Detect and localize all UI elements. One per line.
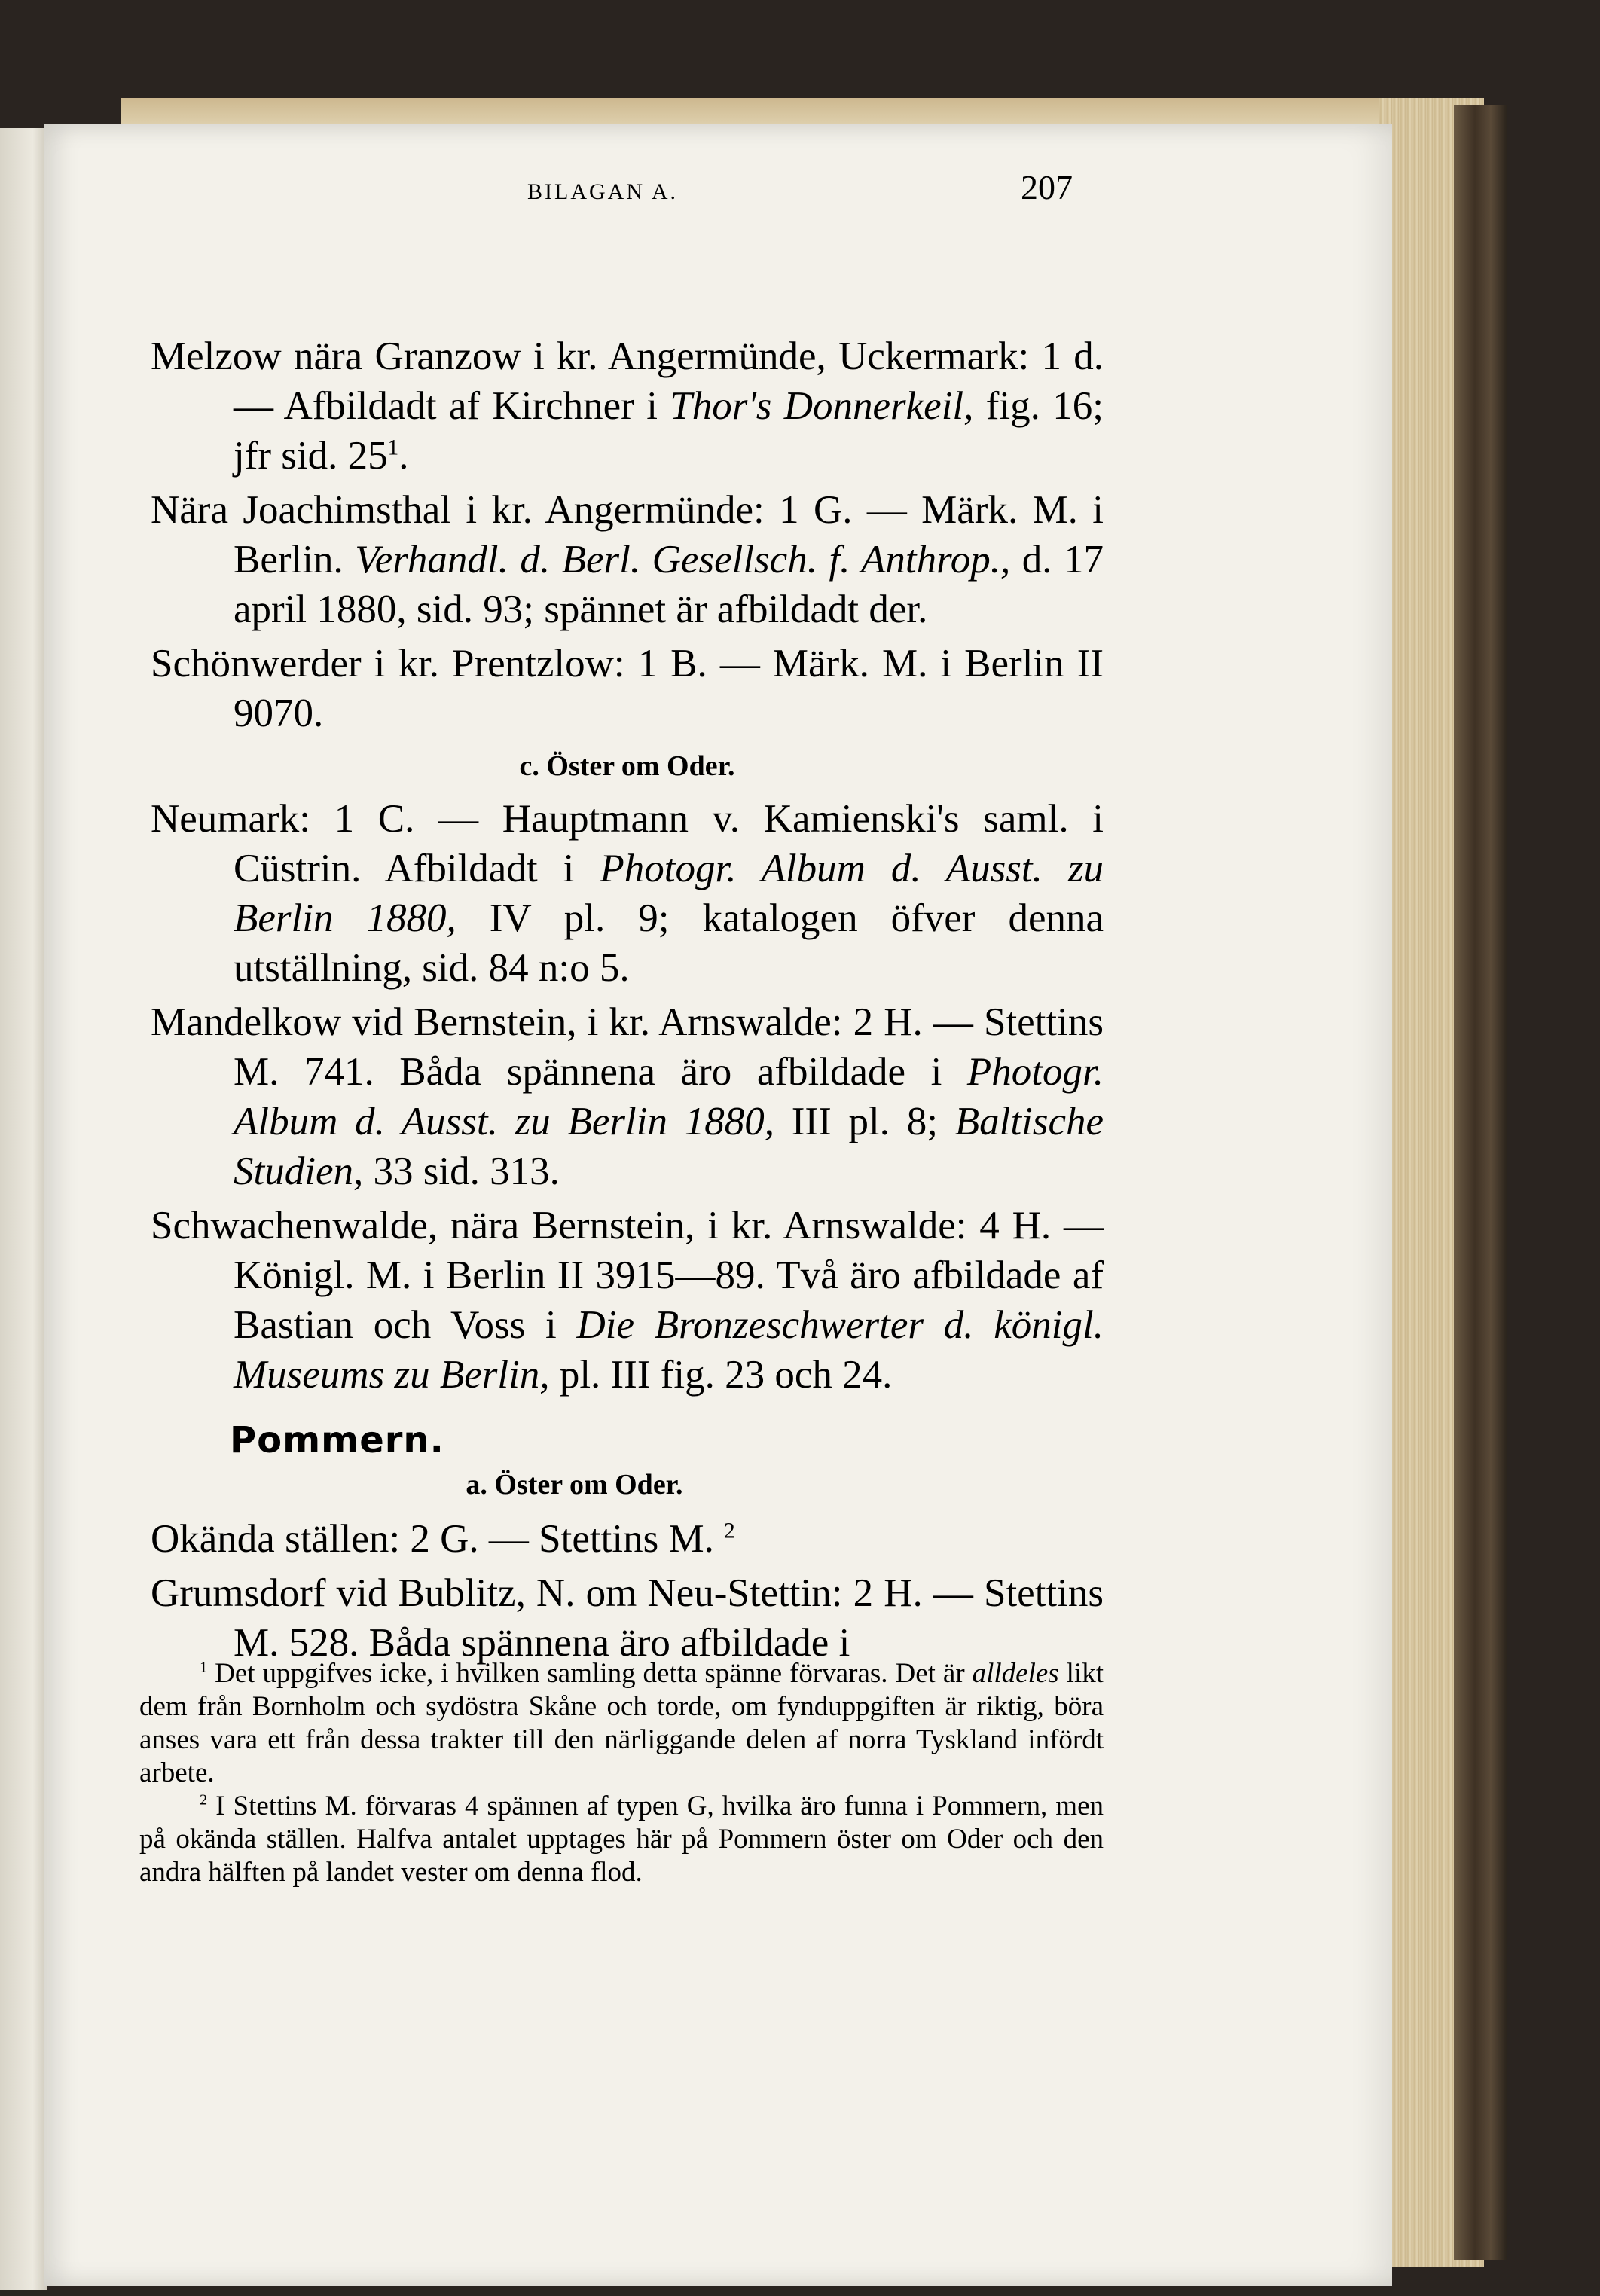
section-heading-a: a. Öster om Oder. xyxy=(466,1469,683,1501)
entry-okanda: Okända ställen: 2 G. — Stettins M. $^2$ xyxy=(151,1517,735,1561)
entry-grumsdorf: Grumsdorf vid Bublitz, N. om Neu-Stettin: 2 H. — Stettins M. 528. Båda spännena äro afbildade i xyxy=(151,1571,1104,1665)
entry-schwachenwalde: Schwachenwalde, nära Bernstein, i kr. Arnswalde: 4 H. — Königl. M. i Berlin II 3915—89. Två äro afbildade af Bastian och Voss i Die Bronzeschwerter d. königl. Museums zu Berlin, pl. III fig. 23 och 24. xyxy=(151,1204,1104,1397)
entry-joachimsthal: Nära Joachimsthal i kr. Angermünde: 1 G. — Märk. M. i Berlin. Verhandl. d. Berl. Gesellsch. f. Anthrop., d. 17 april 1880, sid. 93; spännet är afbildadt der. xyxy=(151,488,1104,631)
facing-page xyxy=(0,128,47,2290)
book-top-edge xyxy=(121,98,1476,128)
page-number: 207 xyxy=(1021,168,1073,206)
footnotes xyxy=(139,1657,1104,1889)
book-cover-edge xyxy=(1454,105,1507,2260)
entry-neumark: Neumark: 1 C. — Hauptmann v. Kamienski's saml. i Cüstrin. Afbildadt i Photogr. Album d. Ausst. zu Berlin 1880, IV pl. 9; katalogen öfver denna utställning, sid. 84 n:o 5. xyxy=(151,797,1104,990)
section-heading-c: c. Öster om Oder. xyxy=(519,750,735,782)
footnote-ref-2: 2 xyxy=(724,1519,735,1543)
entry-melzow: Melzow nära Granzow i kr. Angermünde, Uckermark: 1 d. — Afbildadt af Kirchner i Thor's Donnerkeil, fig. 16; jfr sid. $25^1$. xyxy=(151,334,1104,478)
header-title: BILAGAN A. xyxy=(527,179,678,204)
footnote-2: $^2$ I Stettins M. förvaras 4 spännen af typen G, hvilka äro funna i Pommern, men på okända ställen. Halfva antalet upptages här på Pommern öster om Oder och den andra hälften på landet vester om denna flod. xyxy=(139,1791,1104,1888)
main-text xyxy=(151,331,1104,1672)
footnote-1: $^1$ Det uppgifves icke, i hvilken samling detta spänne förvaras. Det är alldeles likt dem från Bornholm och sydöstra Skåne och torde, om fynduppgiften är riktig, böra anses vara ett från dessa trakter till den närliggande delen af norra Tyskland infördt arbete. xyxy=(139,1658,1104,1788)
region-heading: Pommern. xyxy=(230,1419,444,1461)
footnote-ref-1: 1 xyxy=(387,435,399,460)
entry-schonwerder: Schönwerder i kr. Prentzlow: 1 B. — Märk. M. i Berlin II 9070. xyxy=(151,642,1104,735)
entry-mandelkow: Mandelkow vid Bernstein, i kr. Arnswalde: 2 H. — Stettins M. 741. Båda spännena äro afbildade i Photogr. Album d. Ausst. zu Berlin 1880, III pl. 8; Baltische Studien, 33 sid. 313. xyxy=(151,1000,1104,1193)
